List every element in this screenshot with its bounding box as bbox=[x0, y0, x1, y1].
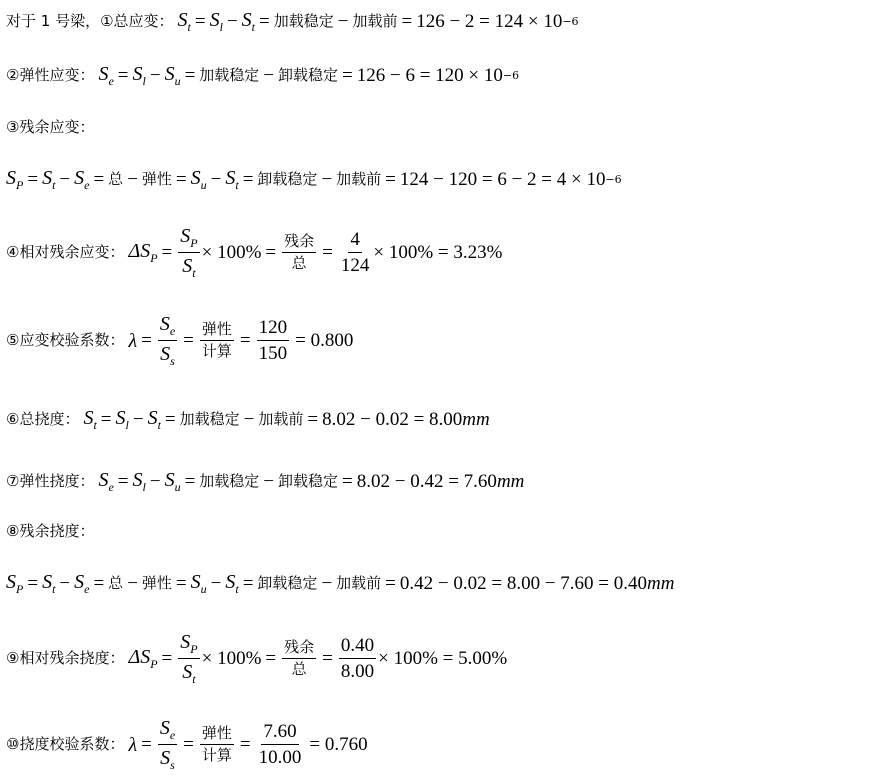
label-elastic-strain: ②弹性应变： bbox=[6, 66, 95, 84]
formula-strain-check-coefficient: ⑤应变校验系数： λ = $\frac{S_e}{S_s}$ = $\frac{\text{弹性}}{\text{计算}}$ = $\frac{120}{150}$ = 0.800 bbox=[6, 313, 354, 368]
formula-residual-deflection: $S_P$ = $S_t$ − $S_e$ = 总 − 弹性 = $S_u$ − $S_t$ = 卸载稳定 − 加载前 = 0.42 − 0.02 = 8.00 − 7.60 = 0.40 mm bbox=[6, 571, 675, 596]
formula-residual-strain: $S_P$ = $S_t$ − $S_e$ = 总 − 弹性 = $S_u$ − $S_t$ = 卸载稳定 − 加载前 = 124 − 120 = 6 − 2 = 4 × 10 −6 bbox=[6, 167, 622, 192]
heading-residual-deflection: ⑧残余挠度： bbox=[6, 522, 95, 540]
formula-relative-residual-strain: ④相对残余应变： $\Delta S_P$ = $\frac{S_P}{S_t}$ × 100% = $\frac{\text{残余}}{\text{总}}$ = $\frac{4}{124}$ × 100% = 3.23% bbox=[6, 225, 503, 280]
formula-elastic-strain: ②弹性应变： $S_e$ = $S_l$ − $S_u$ = 加载稳定 − 卸载稳定 = 126 − 6 = 120 × 10 −6 bbox=[6, 63, 520, 88]
formula-deflection-check-coefficient: ⑩挠度校验系数： λ = $\frac{S_e}{S_s}$ = $\frac{\text{弹性}}{\text{计算}}$ = $\frac{7.60}{10.00}$ = 0.760 bbox=[6, 717, 368, 772]
formula-elastic-deflection: ⑦弹性挠度： $S_e$ = $S_l$ − $S_u$ = 加载稳定 − 卸载稳定 = 8.02 − 0.42 = 7.60 mm bbox=[6, 469, 525, 494]
formula-total-deflection: ⑥总挠度： $S_t$ = $S_l$ − $S_t$ = 加载稳定 − 加载前 = 8.02 − 0.02 = 8.00 mm bbox=[6, 407, 490, 432]
label-total-strain: 对于 1 号梁，①总应变： bbox=[6, 12, 174, 30]
formula-total-strain: 对于 1 号梁，①总应变： $S_t$ = $S_l$ − $S_t$ = 加载稳定 − 加载前 = 126 − 2 = 124 × 10 −6 bbox=[6, 9, 579, 34]
formula-relative-residual-deflection: ⑨相对残余挠度： $\Delta S_P$ = $\frac{S_P}{S_t}$ × 100% = $\frac{\text{残余}}{\text{总}}$ = $\frac{0.40}{8.00}$ × 100% = 5.00% bbox=[6, 631, 508, 686]
heading-residual-strain: ③残余应变： bbox=[6, 118, 95, 136]
